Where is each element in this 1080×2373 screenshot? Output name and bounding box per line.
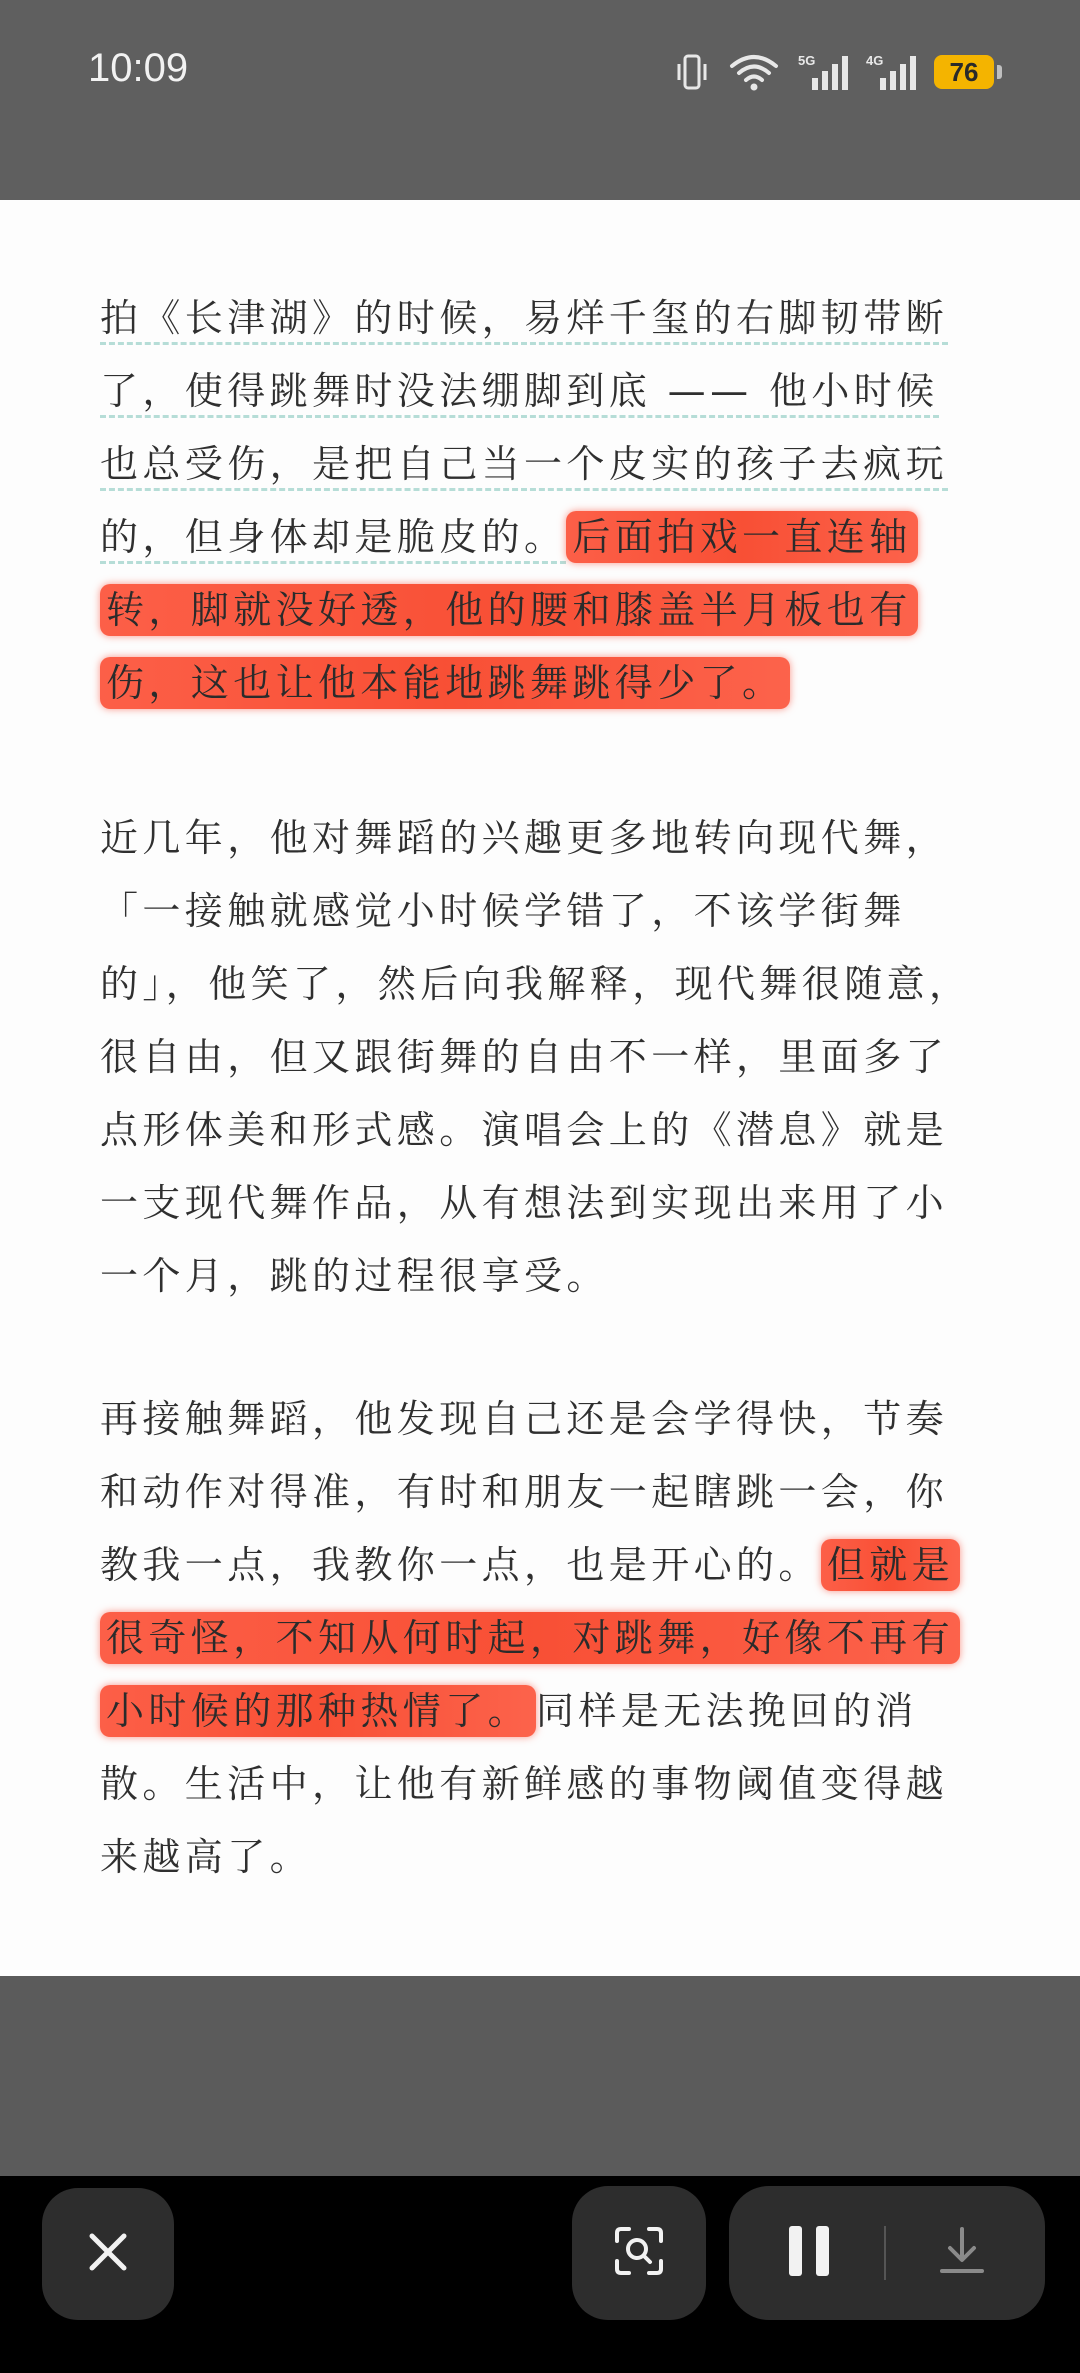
article-content	[0, 200, 1080, 1976]
paragraph-text: 同样是无法挽回的消散。生活中，让他有新鲜感的事物阈值变得越来越高了。	[100, 1689, 949, 1879]
divider	[884, 2226, 886, 2280]
dotted-text: 拍《长津湖》的时候，易烊千玺的右脚韧带断了，使得跳舞时没法绷脚到底 —— 他小时候也总受伤，是把自己当一个皮实的孩子去疯玩的，但身体却是脆皮的。	[100, 296, 948, 564]
paragraph-text: 近几年，他对舞蹈的兴趣更多地转向现代舞，「一接触就感觉小时候学错了，不该学街舞的」，他笑了，然后向我解释，现代舞很随意，很自由，但又跟街舞的自由不一样，里面多了点形体美和形式感。演唱会上的《潜息》就是一支现代舞作品，从有想法到实现出来用了小一个月，跳的过程很享受。	[100, 816, 972, 1298]
paragraph-2	[100, 802, 980, 1313]
bottom-toolbar	[0, 2176, 1080, 2373]
svg-text:4G: 4G	[866, 53, 884, 68]
status-time: 10:09	[88, 46, 189, 90]
paragraph-text: 再接触舞蹈，他发现自己还是会学得快，节奏和动作对得准，有时和朋友一起瞎跳一会，你教我一点，我教你一点，也是开心的。	[100, 1397, 949, 1587]
close-button[interactable]	[42, 2188, 174, 2320]
paragraph-3	[100, 1383, 980, 1894]
download-icon	[936, 2225, 988, 2281]
pause-button[interactable]	[769, 2216, 849, 2290]
close-icon	[84, 2228, 132, 2280]
paragraph-1	[100, 282, 980, 720]
signal-5g-icon	[798, 52, 848, 92]
battery-level: 76	[934, 55, 994, 89]
status-bar	[0, 0, 1080, 200]
wifi-icon	[728, 52, 780, 92]
battery-icon	[934, 55, 1002, 89]
image-search-button[interactable]	[572, 2186, 706, 2320]
viewer-background	[0, 1976, 1080, 2176]
svg-text:5G: 5G	[798, 53, 816, 68]
status-icons	[674, 50, 1002, 94]
signal-4g-icon	[866, 52, 916, 92]
battery-tip	[997, 65, 1002, 79]
image-search-icon	[611, 2223, 667, 2283]
highlighted-text: 但就是很奇怪，不知从何时起，对跳舞，好像不再有小时候的那种热情了。	[100, 1539, 960, 1737]
highlighted-text: 后面拍戏一直连轴转，脚就没好透，他的腰和膝盖半月板也有伤，这也让他本能地跳舞跳得少了。	[100, 511, 918, 709]
playback-controls	[729, 2186, 1045, 2320]
pause-icon	[783, 2222, 835, 2284]
download-button[interactable]	[919, 2216, 1005, 2290]
vibrate-icon	[674, 52, 710, 92]
